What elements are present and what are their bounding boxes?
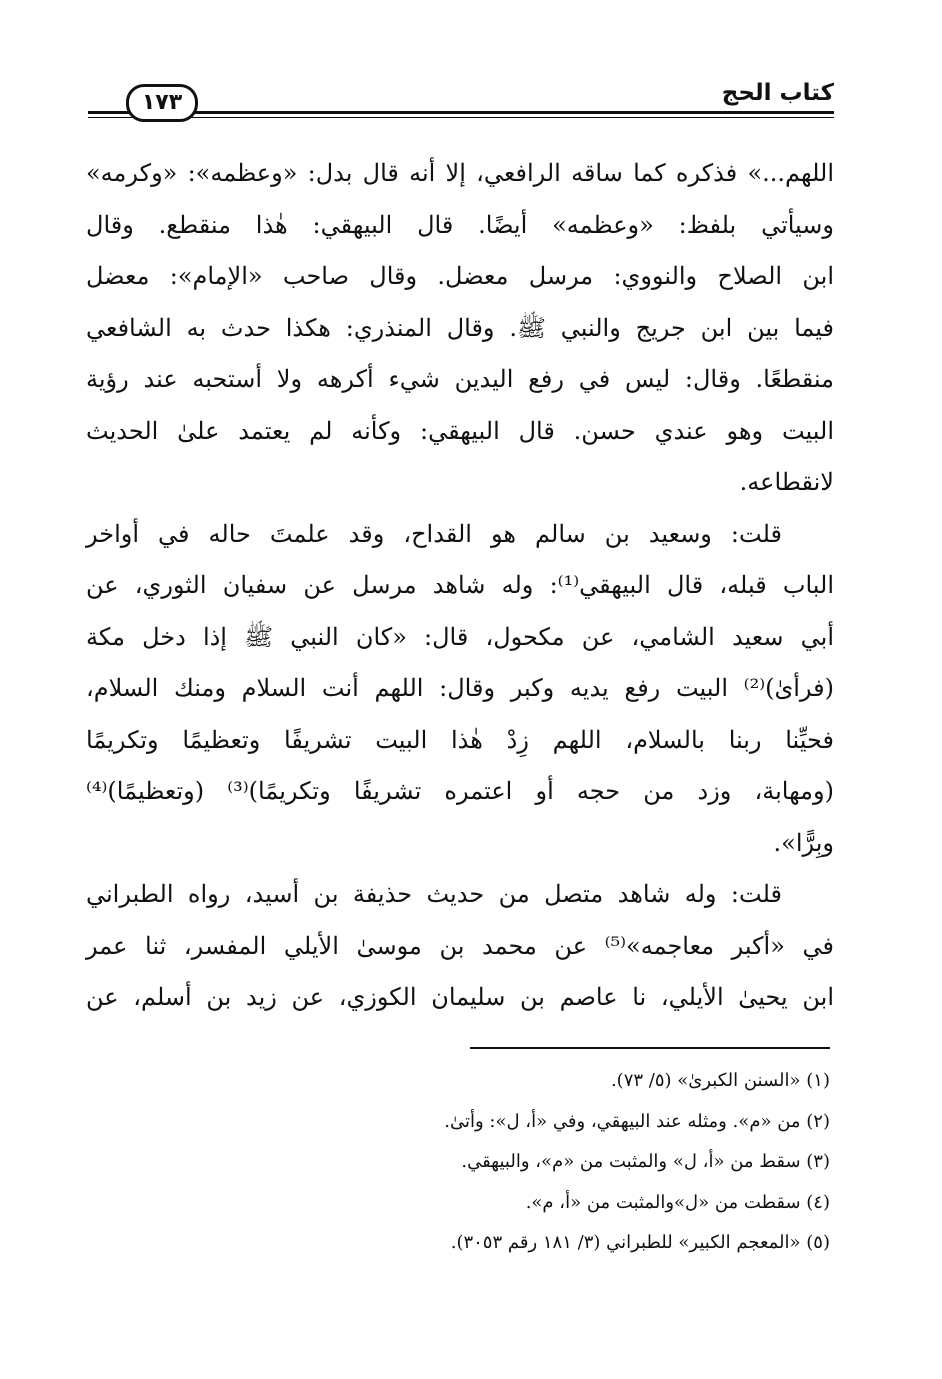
main-text: [86, 148, 834, 1024]
text-line: البيت وهو عندي حسن. قال البيهقي: وكأنه لم يعتمد علىٰ الحديث: [86, 416, 834, 445]
text-line: أبي سعيد الشامي، عن مكحول، قال: «كان النبي ﷺ إذا دخل مكة: [86, 622, 834, 651]
page-header: [88, 78, 834, 124]
text-line: الباب قبله، قال البيهقي⁽¹⁾: وله شاهد مرسل عن سفيان الثوري، عن: [86, 571, 835, 599]
footnote: (٣) سقط من «أ، ل» والمثبت من «م»، والبيهقي.: [461, 1151, 830, 1172]
footnote: (٥) «المعجم الكبير» للطبراني (٣/ ١٨١ رقم ٣٠٥٣).: [450, 1232, 830, 1253]
text-line: فيما بين ابن جريج والنبي ﷺ. وقال المنذري: هكذا حدث به الشافعي: [86, 313, 834, 342]
text-line: وبِرًّا».: [773, 828, 834, 857]
footnotes: [86, 1061, 830, 1264]
text-line: منقطعًا. وقال: ليس في رفع اليدين شيء أكرهه ولا أستحبه عند رؤية: [86, 365, 834, 393]
text-line: (فرأىٰ)⁽²⁾ البيت رفع يديه وكبر وقال: اللهم أنت السلام ومنك السلام،: [86, 674, 834, 702]
text-line: وسيأتي بلفظ: «وعظمه» أيضًا. قال البيهقي: هٰذا منقطع. وقال: [86, 210, 834, 239]
footnote: (٤) سقطت من «ل»والمثبت من «أ، م».: [525, 1191, 830, 1213]
text-line: قلت: وله شاهد متصل من حديث حذيفة بن أسيد، رواه الطبراني: [86, 880, 782, 908]
text-line: في «أكبر معاجمه»⁽⁵⁾ عن محمد بن موسىٰ الأيلي المفسر، ثنا عمر: [86, 931, 834, 960]
page-number-badge: ١٧٣: [126, 84, 198, 122]
text-line: (ومهابة، وزد من حجه أو اعتمره تشريفًا وتكريمًا)⁽³⁾ (وتعظيمًا)⁽⁴⁾: [86, 777, 834, 805]
text-line: قلت: وسعيد بن سالم هو القداح، وقد علمتَ حاله في أواخر: [86, 519, 782, 548]
header-rule: [88, 111, 834, 114]
footnote-separator: [470, 1047, 830, 1049]
text-line: فحيِّنا ربنا بالسلام، اللهم زِدْ هٰذا البيت تشريفًا وتعظيمًا وتكريمًا: [86, 725, 834, 754]
footnote: (١) «السنن الكبرىٰ» (٥/ ٧٣).: [610, 1070, 830, 1091]
text-line: اللهم...» فذكره كما ساقه الرافعي، إلا أنه قال بدل: «وعظمه»: «وكرمه»: [86, 159, 834, 187]
footnote: (٢) من «م». ومثله عند البيهقي، وفي «أ، ل»: وأتىٰ.: [444, 1110, 830, 1132]
text-line: ابن الصلاح والنووي: مرسل معضل. وقال صاحب «الإمام»: معضل: [86, 262, 834, 290]
book-title: كتاب الحج: [714, 80, 834, 106]
header-rule-thin: [88, 117, 834, 118]
text-line: ابن يحيىٰ الأيلي، نا عاصم بن سليمان الكوزي، عن زيد بن أسلم، عن: [86, 983, 834, 1011]
text-line: لانقطاعه.: [739, 468, 834, 496]
